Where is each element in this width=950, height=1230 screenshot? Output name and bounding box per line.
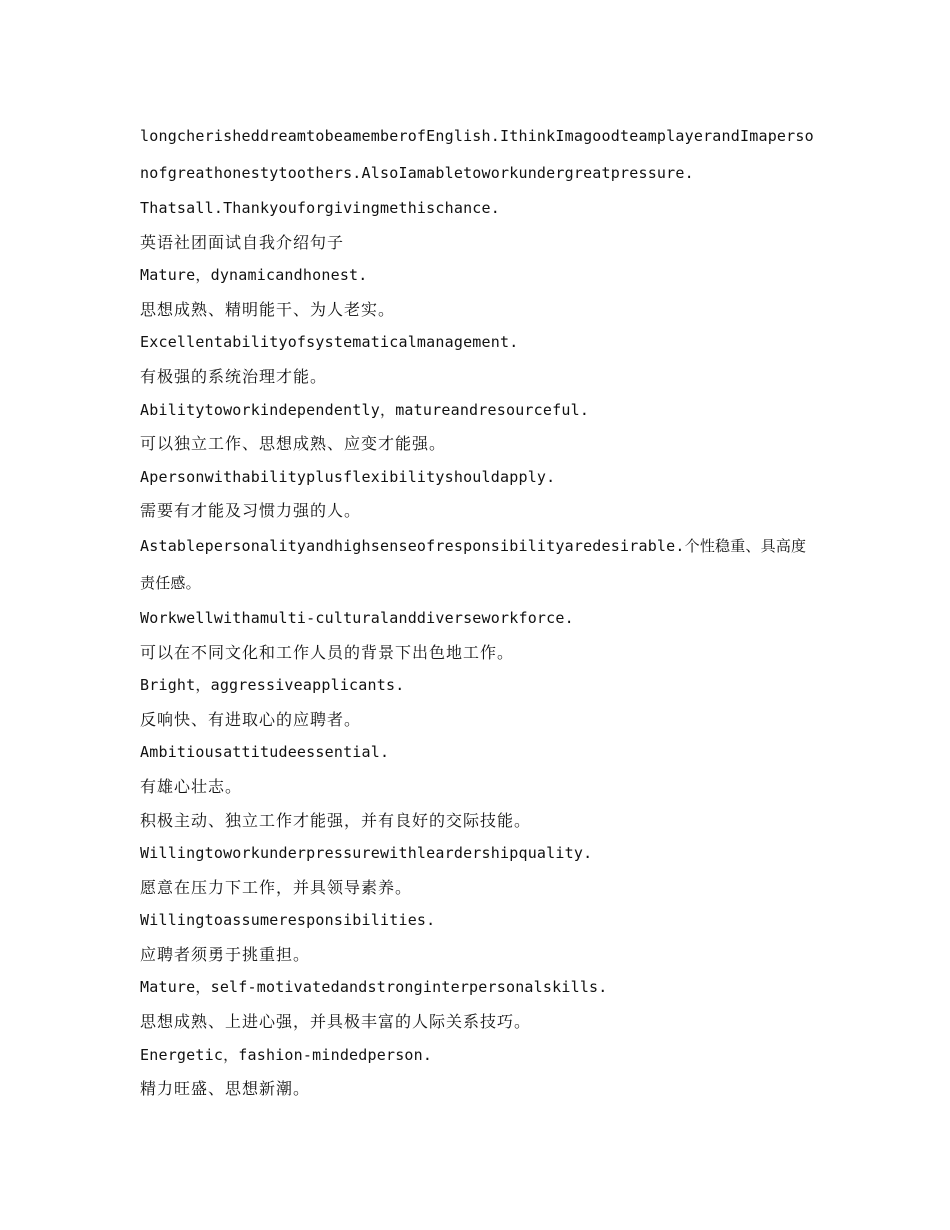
text-line: 积极主动、独立工作才能强，并有良好的交际技能。 (140, 810, 532, 830)
text-line: 反响快、有进取心的应聘者。 (140, 709, 362, 729)
text-line: 有极强的系统治理才能。 (140, 366, 328, 386)
text-line: 思想成熟、精明能干、为人老实。 (140, 299, 396, 319)
text-line: Mature，dynamicandhonest. (140, 266, 368, 285)
text-line: Bright，aggressiveapplicants. (140, 676, 405, 695)
text-line: 愿意在压力下工作，并具领导素养。 (140, 877, 413, 897)
text-line: Thatsall.Thankyouforgivingmethischance. (140, 199, 500, 217)
text-line: 可以独立工作、思想成熟、应变才能强。 (140, 434, 447, 454)
text-line: Abilitytoworkindependently，matureandresourceful. (140, 400, 590, 419)
text-line: Willingtoassumeresponsibilities. (140, 911, 436, 930)
text-line: Ambitiousattitudeessential. (140, 743, 390, 762)
text-line: 可以在不同文化和工作人员的背景下出色地工作。 (140, 642, 515, 662)
text-line: Workwellwithamulti-culturalanddiverseworkforce. (140, 608, 574, 627)
section-heading: 英语社团面试自我介绍句子 (140, 232, 345, 252)
text-line: Mature，self-motivatedandstronginterpersonalskills. (140, 978, 608, 997)
text-line: 有雄心壮志。 (140, 776, 243, 796)
text-line: 思想成熟、上进心强，并具极丰富的人际关系技巧。 (140, 1012, 532, 1032)
text-line: Apersonwithabilityplusflexibilityshouldapply. (140, 467, 556, 486)
document-body (140, 118, 815, 1106)
text-line: Willingtoworkunderpressurewithleardershipquality. (140, 844, 593, 863)
text-line: Astablepersonalityandhighsenseofresponsibilityaredesirable.个性稳重、具高度责任感。 (140, 536, 807, 592)
text-line: 应聘者须勇于挑重担。 (140, 944, 311, 964)
text-line: Energetic，fashion-mindedperson. (140, 1045, 433, 1064)
text-line: longcherisheddreamtobeamemberofEnglish.IthinkImagoodteamplayerandImapersonofgreathonestytoothers.AlsoIamabletoworkundergreatpressure. (140, 127, 814, 182)
text-line: Excellentabilityofsystematicalmanagement. (140, 333, 519, 352)
text-line: 需要有才能及习惯力强的人。 (140, 501, 362, 521)
text-line: 精力旺盛、思想新潮。 (140, 1079, 311, 1099)
